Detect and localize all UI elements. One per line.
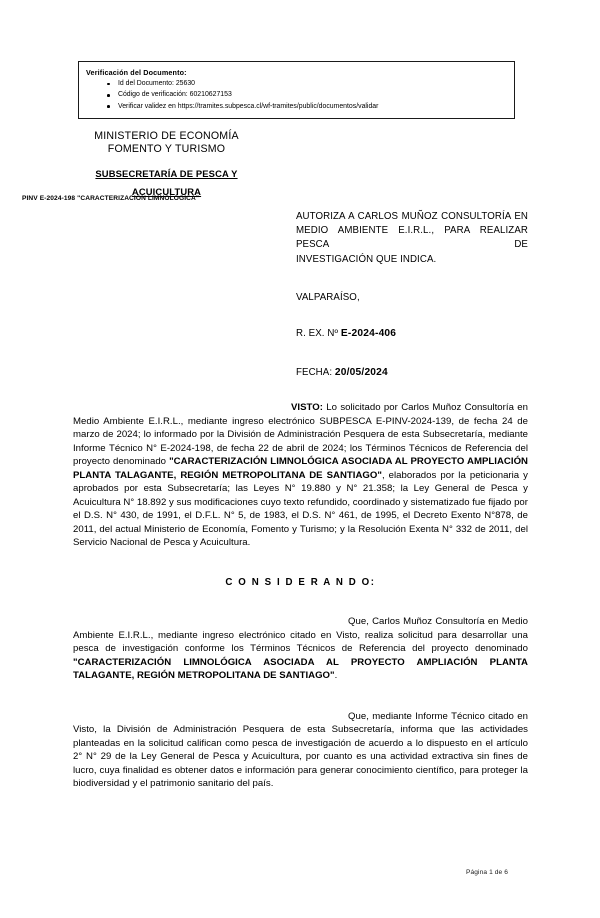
document-body — [73, 401, 528, 791]
verification-title: Verificación del Documento: — [86, 68, 187, 77]
resolution-date-line — [296, 367, 388, 378]
subsecretariat-line-2: ACUICULTURA — [131, 185, 202, 197]
list-item: Código de verificación: 60210627153 — [86, 89, 510, 100]
resolution-number-line — [296, 328, 396, 339]
date-value: 20/05/2024 — [334, 367, 388, 378]
page-number-footer: Página 1 de 6 — [466, 869, 508, 876]
resolution-number-label: R. EX. Nº — [296, 328, 341, 339]
subsecretariat-line-1: SUBSECRETARÍA DE PESCA Y — [95, 167, 238, 179]
list-item: Id del Documento: 25630 — [86, 78, 510, 89]
visto-label: VISTO: — [291, 402, 323, 413]
considerando-p1-text-1: Que, Carlos Muñoz Consultoría en Medio Ambiente E.I.R.L., mediante ingreso electrónico citado en Visto, realiza solicitud para desarrollar una pesca de investigación conforme los Términos Técnicos de Referencia del proyecto denominado — [73, 616, 528, 655]
spacer — [73, 564, 528, 578]
place-line: VALPARAÍSO, — [296, 292, 360, 303]
organization-header — [44, 130, 289, 200]
project-reference-code: PINV E-2024-198 "CARACTERIZACIÓN LIMNOLÓGICA" — [22, 195, 200, 202]
visto-project-name: "CARACTERIZACIÓN LIMNOLÓGICA ASOCIADA AL PROYECTO AMPLIACIÓN PLANTA TALAGANTE, REGIÓN METROPOLITANA DE SANTIAGO" — [73, 456, 528, 481]
visto-text-2: , elaborados por la peticionaria y aprobados por esta Subsecretaría; las Leyes N° 19.880 y N° 21.358; la Ley General de Pesca y Acuicultura N° 18.892 y sus modificaciones cuyo texto refundido, coordinado y sistematizado fue fijado por el D.S. N° 430, de 1991, el D.F.L. N° 5, de 1983, el D.S. N° 461, de 1995, el Decreto Exento N°878, de 2011, del actual Ministerio de Economía, Fomento y Turismo; y la Resolución Exenta N° 332 de 2011, del Servicio Nacional de Pesca y Acuicultura. — [73, 469, 528, 549]
list-item: Verificar validez en https://tramites.subpesca.cl/wf-tramites/public/documentos/validar — [86, 101, 510, 112]
ministry-line-2: FOMENTO Y TURISMO — [107, 143, 226, 156]
date-label: FECHA: — [296, 367, 335, 378]
considerando-p2-text: Que, mediante Informe Técnico citado en Visto, la División de Administración Pesquera de esta Subsecretaría, informa que las actividades planteadas en la solicitud califican como pesca de investigación de acuerdo a lo dispuesto en el artículo 2° N° 29 de la Ley General de Pesca y Acuicultura, por cuanto es una actividad extractiva sin fines de lucro, cuya finalidad es obtener datos e información para generar conocimiento científico, para proteger la biodiversidad y el patrimonio sanitario del país. — [73, 710, 528, 790]
considerando-heading: C O N S I D E R A N D O: — [225, 577, 376, 589]
visto-text-1: Lo solicitado por Carlos Muñoz Consultoría en Medio Ambiente E.I.R.L., mediante ingreso electrónico SUBPESCA E-PINV-2024-139, de fecha 24 de marzo de 2024; lo informado por la División de Administración Pesquera de esta Subsecretaría, mediante Informe Técnico N° E-2024-198, de fecha 22 de abril de 2024; los Términos Técnicos de Referencia del proyecto denominado — [73, 402, 528, 468]
spacer — [73, 696, 528, 710]
considerando-paragraph-2 — [73, 710, 528, 791]
spacer — [73, 550, 528, 564]
verification-box — [78, 61, 515, 119]
visto-paragraph — [73, 401, 528, 550]
spacer — [73, 588, 528, 602]
verification-list — [86, 78, 510, 112]
spacer — [73, 602, 528, 616]
resolution-number-value: E-2024-406 — [340, 328, 397, 339]
spacer — [73, 683, 528, 697]
ministry-line-1: MINISTERIO DE ECONOMÍA — [94, 130, 239, 142]
resolution-subject-last-line: INVESTIGACIÓN QUE INDICA. — [296, 253, 437, 265]
considerando-paragraph-1 — [73, 615, 528, 683]
considerando-p1-text-2: . — [334, 670, 338, 682]
resolution-subject — [296, 210, 528, 267]
resolution-subject-text: AUTORIZA A CARLOS MUÑOZ CONSULTORÍA EN MEDIO AMBIENTE E.I.R.L., PARA REALIZAR PESCA DE — [296, 211, 528, 251]
considerando-p1-project-name: "CARACTERIZACIÓN LIMNOLÓGICA ASOCIADA AL PROYECTO AMPLIACIÓN PLANTA TALAGANTE, REGIÓN METROPOLITANA DE SANTIAGO" — [73, 656, 528, 682]
